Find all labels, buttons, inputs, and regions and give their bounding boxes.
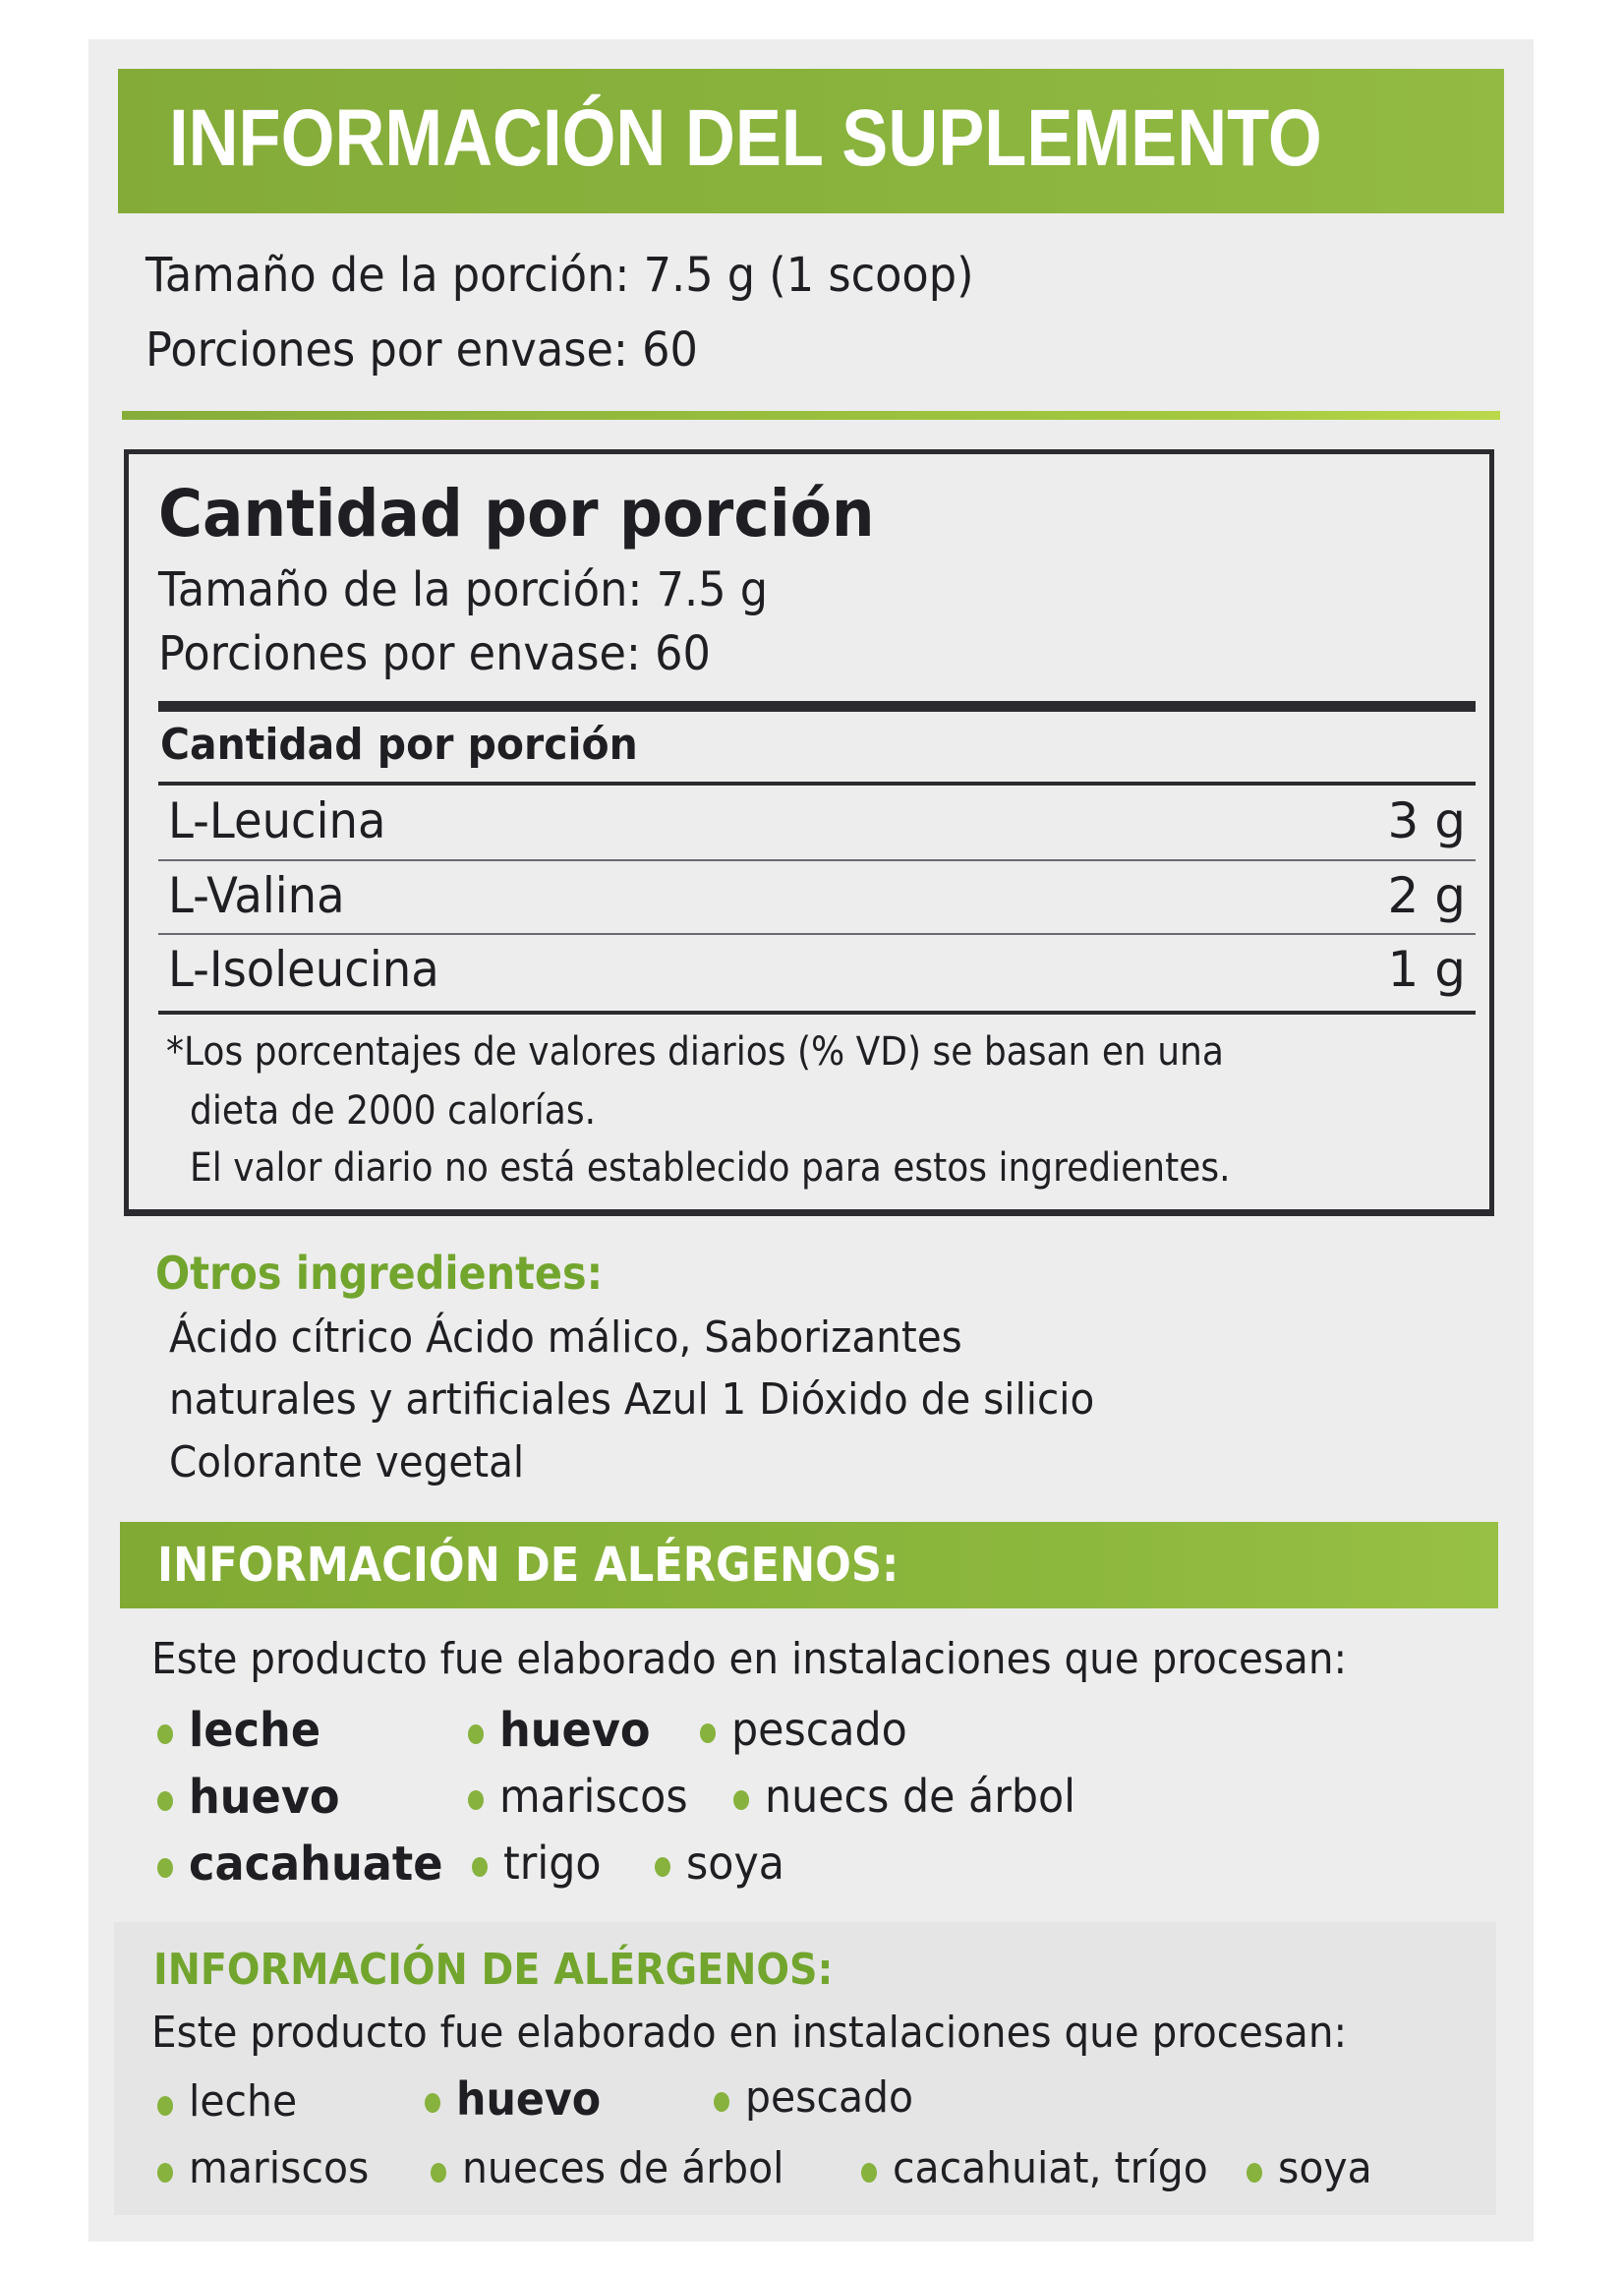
allergen-item: mariscos: [157, 2143, 382, 2193]
green-dot-icon: [1247, 2163, 1262, 2183]
table-row: [158, 935, 1476, 1006]
green-dot-icon: [468, 1724, 484, 1744]
allergen-banner: [120, 1522, 1498, 1608]
allergen-secondary-intro: Este producto fue elaborado en instalaciones que procesan:: [151, 2008, 1348, 2058]
table-row: [158, 787, 1476, 857]
supplement-facts-table: [124, 449, 1494, 1216]
ingredients-line: naturales y artificiales Azul 1 Dióxido de silicio: [169, 1374, 1095, 1425]
green-dot-icon: [431, 2163, 446, 2183]
thick-divider: [158, 701, 1476, 712]
allergen-heading: INFORMACIÓN DE ALÉRGENOS:: [157, 1538, 899, 1593]
green-dot-icon: [157, 1791, 173, 1811]
green-dot-icon: [157, 1724, 173, 1744]
green-dot-icon: [468, 1790, 484, 1810]
allergen-item: mariscos: [468, 1770, 702, 1823]
nutrient-amount: 2 g: [1387, 867, 1466, 924]
green-dot-icon: [700, 1723, 716, 1743]
facts-servings-per-container: Porciones por envase: 60: [158, 626, 711, 681]
ingredients-line: Ácido cítrico Ácido málico, Saborizantes: [169, 1312, 962, 1363]
green-dot-icon: [157, 2163, 173, 2183]
green-divider: [122, 411, 1500, 420]
servings-per-container-text: Porciones por envase: 60: [145, 322, 698, 378]
facts-title: Cantidad por porción: [158, 476, 875, 552]
serving-size-text: Tamaño de la porción: 7.5 g (1 scoop): [145, 248, 974, 303]
allergen-item: cacahuate: [157, 1837, 462, 1892]
footnote-line: dieta de 2000 calorías.: [190, 1088, 597, 1134]
allergen-item: huevo: [157, 1770, 351, 1825]
ingredients-line: Colorante vegetal: [169, 1437, 525, 1487]
allergen-item: cacahuiat, trígo: [861, 2143, 1232, 2193]
table-row: [158, 861, 1476, 932]
facts-column-header: Cantidad por porción: [160, 720, 638, 770]
green-dot-icon: [861, 2163, 877, 2183]
footnote-line: *Los porcentajes de valores diarios (% VD) se basan en una: [166, 1029, 1224, 1075]
green-dot-icon: [157, 2096, 173, 2116]
allergen-item: trigo: [472, 1837, 609, 1890]
footnote-line: El valor diario no está establecido para estos ingredientes.: [190, 1145, 1231, 1191]
green-dot-icon: [472, 1857, 488, 1877]
allergen-item: leche: [157, 1703, 330, 1758]
allergen-secondary-heading: INFORMACIÓN DE ALÉRGENOS:: [153, 1945, 834, 1995]
green-dot-icon: [157, 1858, 173, 1878]
nutrient-name: L-Isoleucina: [168, 941, 439, 998]
nutrient-amount: 1 g: [1387, 941, 1466, 998]
allergen-item: huevo: [425, 2072, 611, 2126]
green-dot-icon: [714, 2092, 729, 2112]
green-dot-icon: [655, 1857, 670, 1877]
nutrient-name: L-Leucina: [168, 792, 386, 849]
allergen-intro: Este producto fue elaborado en instalaciones que procesan:: [151, 1634, 1348, 1684]
allergen-item: pescado: [700, 1703, 920, 1756]
header-divider: [158, 782, 1476, 786]
page-title: INFORMACIÓN DEL SUPLEMENTO: [169, 93, 1322, 183]
nutrient-name: L-Valina: [168, 867, 345, 924]
allergen-item: nuecs de árbol: [733, 1770, 1099, 1823]
allergen-item: leche: [157, 2076, 305, 2127]
allergen-item: nueces de árbol: [431, 2143, 808, 2193]
other-ingredients-heading: Otros ingredientes:: [155, 1247, 604, 1300]
allergen-item: soya: [1247, 2143, 1379, 2193]
allergen-item: soya: [655, 1837, 792, 1890]
supplement-info-banner: [118, 69, 1504, 213]
allergen-item: pescado: [714, 2072, 926, 2123]
table-bottom-divider: [158, 1011, 1476, 1015]
nutrient-amount: 3 g: [1387, 792, 1466, 849]
green-dot-icon: [425, 2093, 440, 2113]
facts-serving-size: Tamaño de la porción: 7.5 g: [158, 562, 769, 617]
allergen-item: huevo: [468, 1703, 662, 1758]
green-dot-icon: [733, 1790, 749, 1810]
